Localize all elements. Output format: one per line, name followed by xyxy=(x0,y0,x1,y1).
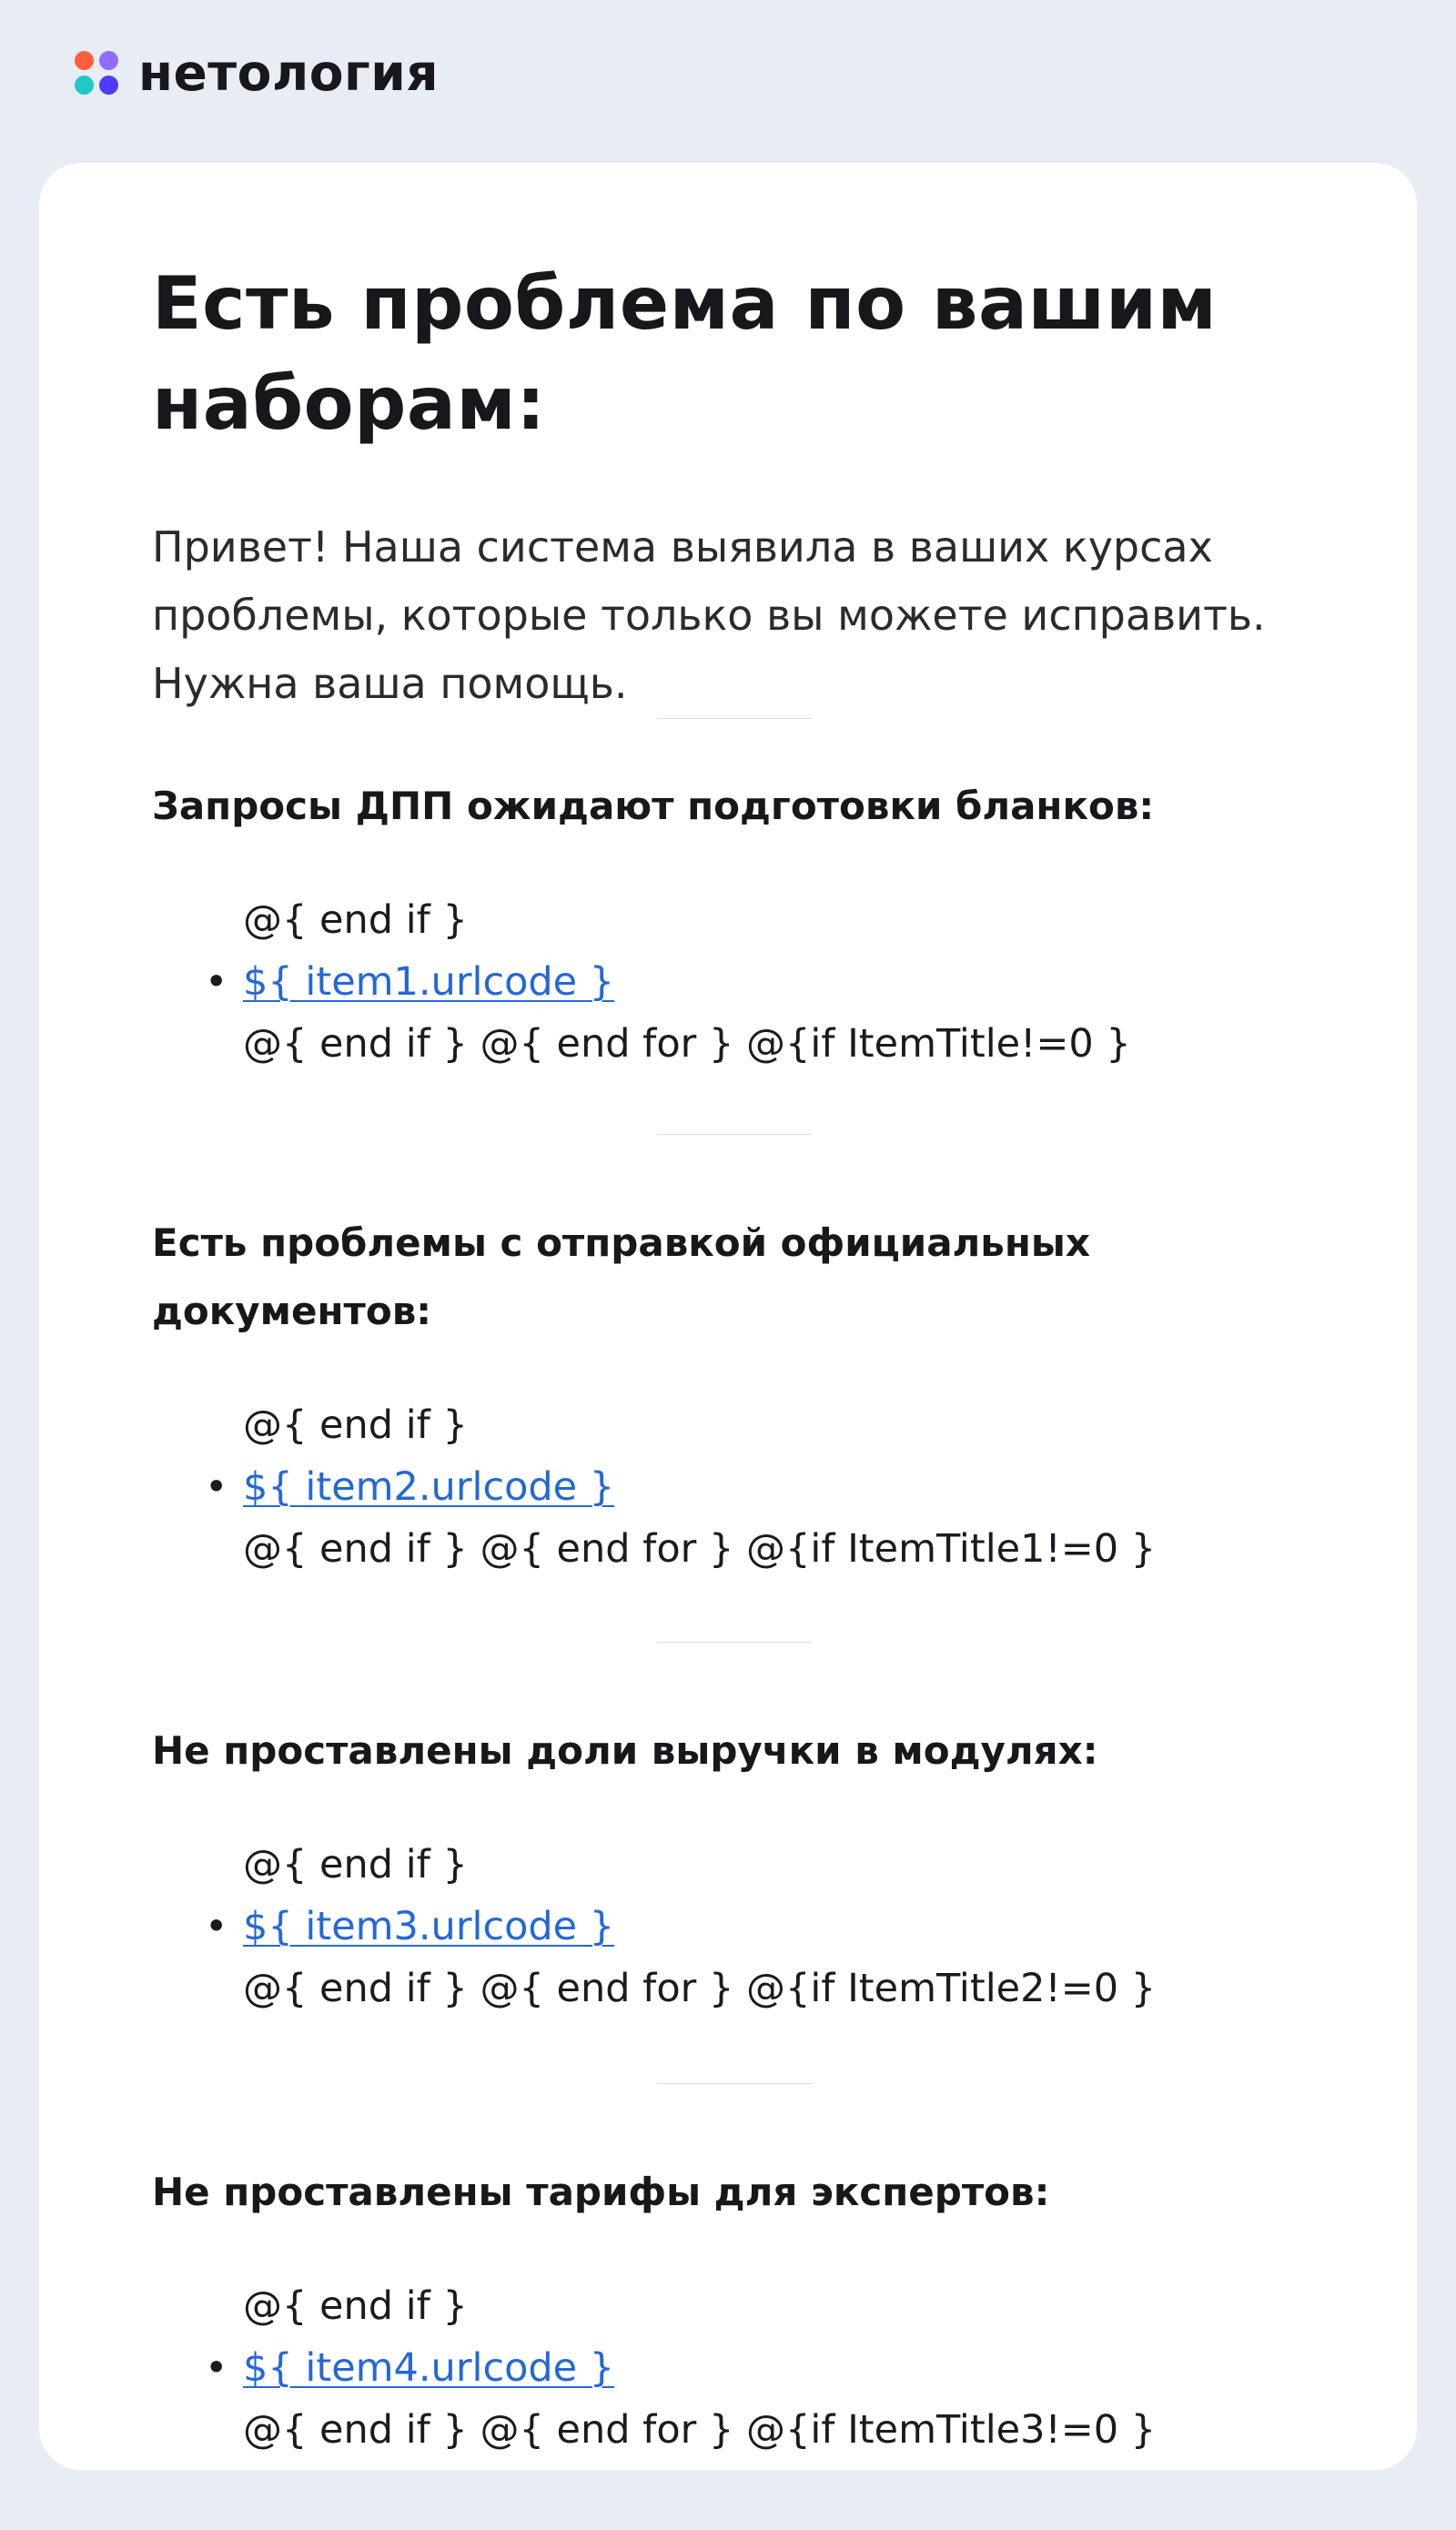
template-line: @{ end if } xyxy=(243,2283,468,2329)
divider xyxy=(657,1642,812,1643)
brand-name: нетология xyxy=(138,44,440,102)
section-body xyxy=(152,2275,1335,2461)
page-title: Есть проблема по вашим наборам: xyxy=(152,261,1218,446)
header xyxy=(75,40,439,106)
divider xyxy=(657,2083,812,2084)
template-line: @{ end if } xyxy=(243,897,468,943)
item-link[interactable]: ${ item1.urlcode } xyxy=(243,959,615,1005)
list-item xyxy=(205,2337,1335,2399)
template-line: @{ end if } xyxy=(243,1842,468,1887)
item-link[interactable]: ${ item2.urlcode } xyxy=(243,1464,615,1510)
section xyxy=(152,1716,1335,2019)
template-line: @{ end if } @{ end for } @{if ItemTitle3!=0 } xyxy=(243,2407,1157,2453)
divider xyxy=(657,1134,812,1135)
bullet-icon: • xyxy=(205,1464,228,1510)
section-title: Есть проблемы с отправкой официальных документов: xyxy=(152,1220,1090,1333)
item-link[interactable]: ${ item3.urlcode } xyxy=(243,1904,615,1949)
section xyxy=(152,772,1335,1075)
email-card xyxy=(39,163,1417,2470)
logo-dot xyxy=(99,51,118,70)
section-title: Не проставлены тарифы для экспертов: xyxy=(152,2170,1050,2214)
template-line: @{ end if } @{ end for } @{if ItemTitle!=0 } xyxy=(243,1021,1131,1067)
bullet-icon: • xyxy=(205,959,228,1005)
section xyxy=(152,2158,1335,2461)
bullet-icon: • xyxy=(205,1904,228,1949)
section-body xyxy=(152,1834,1335,2019)
list-item xyxy=(205,951,1335,1013)
intro-text: Привет! Наша система выявила в ваших курсах проблемы, которые только вы можете исправить. Нужна ваша помощь. xyxy=(152,522,1266,708)
list-item xyxy=(205,1456,1335,1518)
item-link[interactable]: ${ item4.urlcode } xyxy=(243,2345,615,2391)
template-line: @{ end if } xyxy=(243,1402,468,1448)
template-line: @{ end if } @{ end for } @{if ItemTitle1!=0 } xyxy=(243,1526,1157,1572)
logo-dot xyxy=(75,76,94,95)
template-line: @{ end if } @{ end for } @{if ItemTitle2!=0 } xyxy=(243,1966,1157,2011)
section-title: Не проставлены доли выручки в модулях: xyxy=(152,1728,1098,1773)
bullet-icon: • xyxy=(205,2345,228,2391)
section-body xyxy=(152,1394,1335,1580)
email-content xyxy=(152,254,1335,2461)
section-body xyxy=(152,889,1335,1075)
logo-dot xyxy=(99,76,118,95)
logo-dot xyxy=(75,51,94,70)
list-item xyxy=(205,1896,1335,1958)
section xyxy=(152,1209,1335,1580)
logo-icon xyxy=(75,51,118,95)
divider xyxy=(657,718,812,719)
section-title: Запросы ДПП ожидают подготовки бланков: xyxy=(152,784,1155,828)
